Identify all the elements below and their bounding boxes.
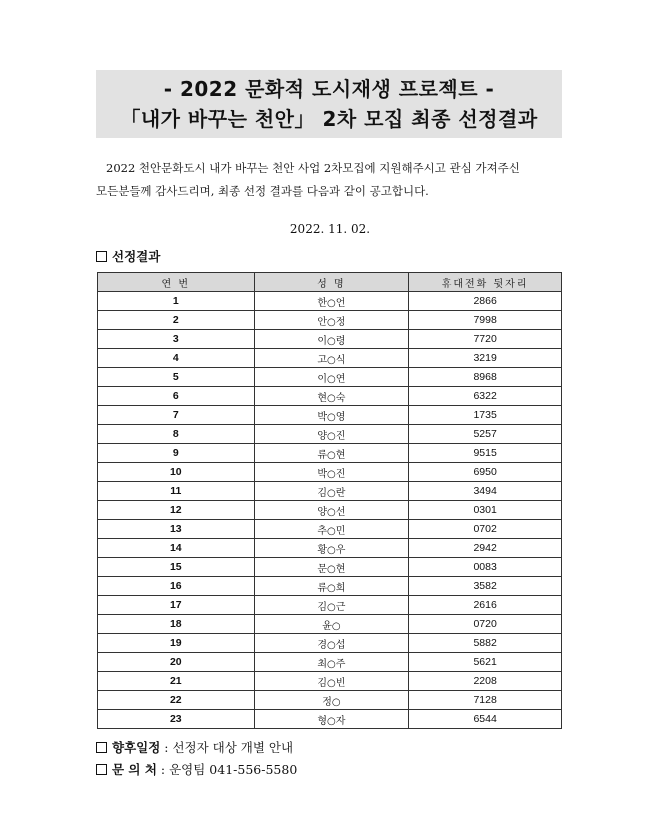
intro-line-1: 2022 천안문화도시 내가 바꾸는 천안 사업 2차모집에 지원해주시고 관심 가져주신 bbox=[106, 161, 520, 175]
table-row bbox=[98, 311, 562, 330]
cell-no: 17 bbox=[98, 596, 255, 615]
cell-no: 4 bbox=[98, 349, 255, 368]
cell-name: 안○정 bbox=[254, 311, 409, 330]
title-banner bbox=[96, 70, 562, 138]
cell-no: 20 bbox=[98, 653, 255, 672]
contact-value: 운영팀 041-556-5580 bbox=[169, 762, 298, 777]
table-row bbox=[98, 330, 562, 349]
cell-no: 21 bbox=[98, 672, 255, 691]
cell-no: 11 bbox=[98, 482, 255, 501]
cell-name: 박○영 bbox=[254, 406, 409, 425]
table-row bbox=[98, 349, 562, 368]
table-row bbox=[98, 691, 562, 710]
cell-name: 황○우 bbox=[254, 539, 409, 558]
cell-phone: 7720 bbox=[409, 330, 562, 349]
cell-name: 김○근 bbox=[254, 596, 409, 615]
cell-phone: 2942 bbox=[409, 539, 562, 558]
table-row bbox=[98, 463, 562, 482]
announcement-date: 2022. 11. 02. bbox=[289, 222, 371, 236]
table-row bbox=[98, 387, 562, 406]
cell-phone: 5257 bbox=[409, 425, 562, 444]
cell-no: 8 bbox=[98, 425, 255, 444]
cell-name: 양○진 bbox=[254, 425, 409, 444]
cell-no: 22 bbox=[98, 691, 255, 710]
cell-name: 양○선 bbox=[254, 501, 409, 520]
result-section-heading bbox=[96, 247, 160, 265]
cell-phone: 6322 bbox=[409, 387, 562, 406]
cell-phone: 3494 bbox=[409, 482, 562, 501]
header-phone: 휴대전화 뒷자리 bbox=[409, 273, 562, 292]
table-row bbox=[98, 596, 562, 615]
cell-phone: 2616 bbox=[409, 596, 562, 615]
table-row bbox=[98, 539, 562, 558]
cell-name: 이○연 bbox=[254, 368, 409, 387]
cell-phone: 0083 bbox=[409, 558, 562, 577]
table-row bbox=[98, 444, 562, 463]
table-row bbox=[98, 406, 562, 425]
cell-no: 19 bbox=[98, 634, 255, 653]
cell-name: 박○진 bbox=[254, 463, 409, 482]
cell-phone: 3582 bbox=[409, 577, 562, 596]
table-row bbox=[98, 653, 562, 672]
cell-name: 김○란 bbox=[254, 482, 409, 501]
cell-no: 5 bbox=[98, 368, 255, 387]
header-name: 성 명 bbox=[254, 273, 409, 292]
cell-phone: 2208 bbox=[409, 672, 562, 691]
square-bullet-icon bbox=[96, 742, 107, 753]
schedule-value: 선정자 대상 개별 안내 bbox=[172, 740, 294, 755]
cell-phone: 7128 bbox=[409, 691, 562, 710]
cell-no: 7 bbox=[98, 406, 255, 425]
cell-no: 14 bbox=[98, 539, 255, 558]
square-bullet-icon bbox=[96, 764, 107, 775]
table-header-row bbox=[98, 273, 562, 292]
cell-phone: 0720 bbox=[409, 615, 562, 634]
schedule-label: 향후일정 bbox=[112, 740, 161, 755]
intro-line-2: 모든분들께 감사드리며, 최종 선정 결과를 다음과 같이 공고합니다. bbox=[96, 184, 429, 198]
cell-no: 16 bbox=[98, 577, 255, 596]
table-row bbox=[98, 482, 562, 501]
cell-no: 2 bbox=[98, 311, 255, 330]
contact-label: 문 의 처 bbox=[112, 762, 157, 777]
table-row bbox=[98, 520, 562, 539]
table-row bbox=[98, 425, 562, 444]
cell-phone: 6544 bbox=[409, 710, 562, 729]
cell-name: 고○식 bbox=[254, 349, 409, 368]
cell-phone: 8968 bbox=[409, 368, 562, 387]
cell-phone: 1735 bbox=[409, 406, 562, 425]
square-bullet-icon bbox=[96, 251, 107, 262]
cell-phone: 9515 bbox=[409, 444, 562, 463]
cell-name: 형○자 bbox=[254, 710, 409, 729]
cell-name: 이○령 bbox=[254, 330, 409, 349]
cell-no: 6 bbox=[98, 387, 255, 406]
cell-phone: 6950 bbox=[409, 463, 562, 482]
cell-phone: 3219 bbox=[409, 349, 562, 368]
table-row bbox=[98, 577, 562, 596]
contact-line: 문 의 처 : 운영팀 041-556-5580 bbox=[96, 760, 297, 778]
cell-phone: 0702 bbox=[409, 520, 562, 539]
cell-name: 류○현 bbox=[254, 444, 409, 463]
cell-name: 문○현 bbox=[254, 558, 409, 577]
cell-no: 15 bbox=[98, 558, 255, 577]
cell-phone: 2866 bbox=[409, 292, 562, 311]
cell-no: 23 bbox=[98, 710, 255, 729]
table-row bbox=[98, 634, 562, 653]
intro-paragraph bbox=[96, 157, 566, 203]
selection-result-table bbox=[97, 272, 562, 729]
cell-phone: 0301 bbox=[409, 501, 562, 520]
cell-name: 경○섭 bbox=[254, 634, 409, 653]
table-row bbox=[98, 368, 562, 387]
result-section-label: 선정결과 bbox=[112, 249, 161, 264]
cell-name: 류○희 bbox=[254, 577, 409, 596]
table-row bbox=[98, 710, 562, 729]
cell-no: 18 bbox=[98, 615, 255, 634]
cell-no: 12 bbox=[98, 501, 255, 520]
cell-name: 추○민 bbox=[254, 520, 409, 539]
table-row bbox=[98, 558, 562, 577]
cell-no: 10 bbox=[98, 463, 255, 482]
title-line-1: - 2022 문화적 도시재생 프로젝트 - bbox=[163, 77, 495, 101]
cell-no: 1 bbox=[98, 292, 255, 311]
cell-name: 윤○ bbox=[254, 615, 409, 634]
cell-no: 13 bbox=[98, 520, 255, 539]
table-row bbox=[98, 501, 562, 520]
table-row bbox=[98, 292, 562, 311]
cell-no: 9 bbox=[98, 444, 255, 463]
table-row bbox=[98, 672, 562, 691]
table-row bbox=[98, 615, 562, 634]
cell-phone: 7998 bbox=[409, 311, 562, 330]
schedule-line: 향후일정 : 선정자 대상 개별 안내 bbox=[96, 738, 293, 756]
cell-name: 한○언 bbox=[254, 292, 409, 311]
cell-no: 3 bbox=[98, 330, 255, 349]
cell-name: 현○숙 bbox=[254, 387, 409, 406]
cell-phone: 5882 bbox=[409, 634, 562, 653]
cell-name: 김○빈 bbox=[254, 672, 409, 691]
cell-name: 최○주 bbox=[254, 653, 409, 672]
cell-name: 정○ bbox=[254, 691, 409, 710]
header-no: 연 번 bbox=[98, 273, 255, 292]
title-line-2: 「내가 바꾸는 천안」 2차 모집 최종 선정결과 bbox=[120, 107, 538, 131]
cell-phone: 5621 bbox=[409, 653, 562, 672]
